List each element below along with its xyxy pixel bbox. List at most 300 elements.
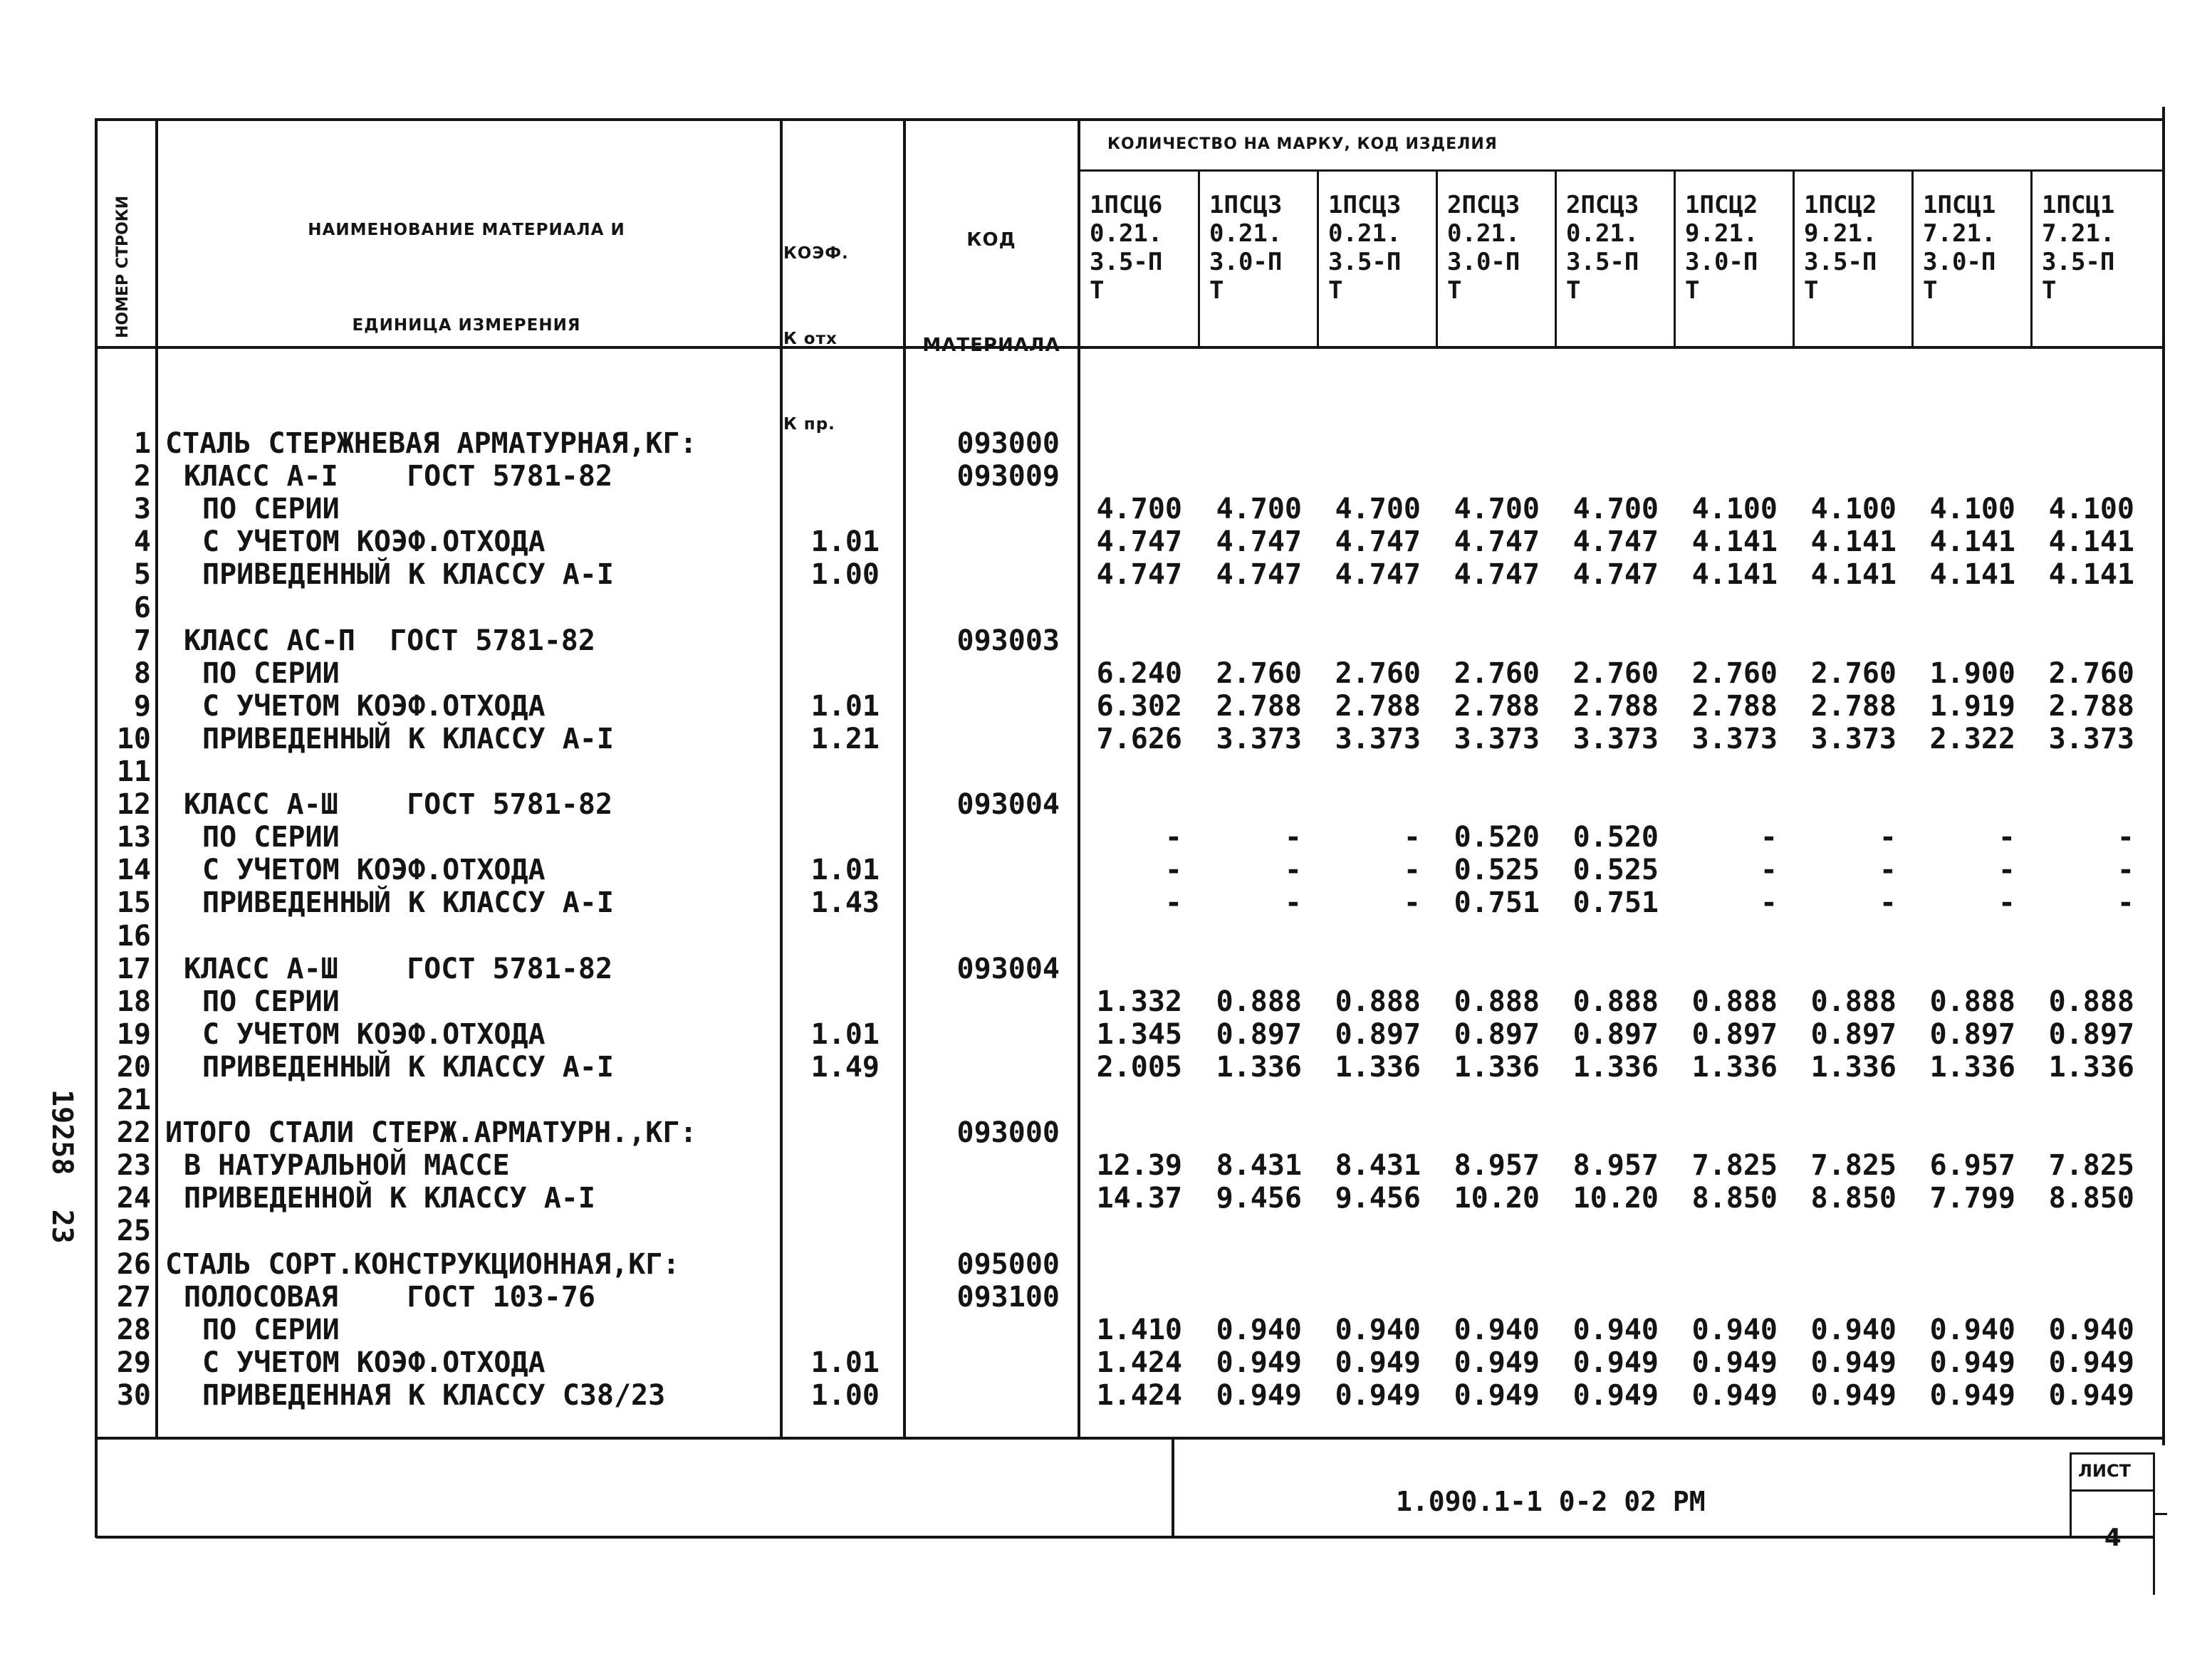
quantity-value: 0.751 (1454, 886, 1540, 920)
material-name: ПРИВЕДЕННОЙ К КЛАССУ А-I (184, 1182, 595, 1215)
code-header (906, 187, 1077, 399)
row-number: 18 (116, 985, 151, 1018)
material-name: КЛАСС А-Ш ГОСТ 5781-82 (184, 952, 613, 985)
quantity-value: 10.20 (1454, 1182, 1540, 1215)
quantity-value: 3.373 (1454, 722, 1540, 755)
product-code-line: 3.5-П (1566, 248, 1639, 276)
quantity-value: 4.141 (1691, 525, 1778, 559)
row-number: 8 (133, 656, 151, 690)
material-name: С УЧЕТОМ КОЭФ.ОТХОДА (202, 1017, 546, 1051)
material-code: 093100 (956, 1280, 1060, 1314)
quantity-value: 0.897 (1216, 1017, 1302, 1051)
quantity-value: 0.949 (1454, 1378, 1540, 1412)
quantity-value: 4.747 (1454, 525, 1540, 559)
quantity-value: 0.751 (1572, 886, 1659, 920)
product-code-line: 3.5-П (1328, 248, 1402, 276)
product-code-line: 3.0-П (1447, 248, 1520, 276)
row-number: 10 (116, 722, 151, 755)
product-column-header (1923, 191, 1996, 305)
material-code: 095000 (956, 1247, 1060, 1281)
quantity-value: 0.940 (1691, 1313, 1778, 1346)
coef-header (783, 182, 890, 496)
quantity-value: 3.373 (1810, 722, 1897, 755)
quantity-value: - (1284, 886, 1302, 920)
quantity-value: - (1879, 854, 1897, 887)
material-name: ПО СЕРИИ (202, 1313, 340, 1346)
quantity-value: 4.747 (1335, 525, 1421, 559)
quantity-value: 6.240 (1096, 656, 1182, 690)
quantity-value: 0.897 (2048, 1017, 2134, 1051)
material-name: ПРИВЕДЕННЫЙ К КЛАССУ А-I (202, 722, 614, 755)
quantity-value: 0.525 (1454, 854, 1540, 887)
coef-header-line1: КОЭФ. (783, 244, 849, 263)
product-code-line: 0.21. (1328, 219, 1402, 248)
product-code-line: 1ПСЦ1 (2042, 191, 2115, 219)
product-code-line: 3.5-П (1804, 248, 1877, 276)
quantity-value: 0.888 (1216, 985, 1302, 1018)
quantity-value: 0.949 (1216, 1378, 1302, 1412)
quantity-value: 0.949 (2048, 1346, 2134, 1379)
coefficient: 1.21 (810, 722, 880, 755)
material-code: 093004 (956, 952, 1060, 985)
quantity-value: 0.897 (1335, 1017, 1421, 1051)
quantity-value: 2.788 (1335, 689, 1421, 723)
margin-note: 19258 23 (46, 1089, 78, 1244)
quantity-value: 0.940 (1216, 1313, 1302, 1346)
quantity-value: 1.336 (1929, 1050, 2015, 1084)
quantity-value: - (1403, 886, 1421, 920)
quantity-value: 0.888 (1691, 985, 1778, 1018)
quantity-value: 0.940 (1929, 1313, 2015, 1346)
product-column-header (1447, 191, 1520, 305)
quantity-value: 2.005 (1096, 1050, 1182, 1084)
quantity-value: 0.949 (1216, 1346, 1302, 1379)
product-column-header (1328, 191, 1401, 305)
product-code-line: 1ПСЦ2 (1804, 191, 1877, 219)
sheet-box-right (2153, 1452, 2155, 1595)
col-sep-code (1078, 118, 1080, 1438)
quantity-value: 4.141 (1810, 558, 1897, 592)
row-number: 26 (116, 1247, 151, 1281)
product-code-line: 0.21. (1090, 219, 1163, 248)
product-code-line: 7.21. (1923, 219, 1996, 248)
quantity-value: 2.760 (1810, 656, 1897, 690)
quantity-value: 12.39 (1096, 1149, 1182, 1183)
product-code-line: Т (1328, 276, 1343, 305)
quantity-value: 0.949 (1810, 1346, 1897, 1379)
product-code-line: Т (1209, 276, 1224, 305)
quantity-value: 4.747 (1096, 558, 1182, 592)
quantity-value: 8.957 (1454, 1149, 1540, 1183)
quantity-value: 0.888 (1810, 985, 1897, 1018)
quantity-value: 1.336 (1691, 1050, 1778, 1084)
quantity-value: 7.626 (1096, 722, 1182, 755)
coefficient: 1.00 (810, 1378, 880, 1412)
quantity-value: 8.850 (1691, 1182, 1778, 1215)
quantity-value: 2.788 (1691, 689, 1778, 723)
body-bottom-rule (96, 1437, 2165, 1440)
quantity-value: 4.700 (1335, 493, 1421, 526)
quantity-value: - (1403, 821, 1421, 854)
product-code-line: Т (1685, 276, 1700, 305)
quantity-value: 0.520 (1572, 821, 1659, 854)
quantity-value: - (1998, 854, 2015, 887)
quantity-value: 1.424 (1096, 1378, 1182, 1412)
product-code-line: 7.21. (2042, 219, 2115, 248)
quantity-value: 0.949 (1929, 1378, 2015, 1412)
product-code-line: 3.5-П (1090, 248, 1163, 276)
row-number: 12 (116, 788, 151, 822)
row-number: 20 (116, 1050, 151, 1084)
coefficient: 1.43 (810, 886, 880, 920)
quantity-value: 6.302 (1096, 689, 1182, 723)
quantity-value: 0.888 (1335, 985, 1421, 1018)
row-number-header: НОМЕР СТРОКИ (114, 195, 132, 338)
quantity-value: 7.799 (1929, 1182, 2015, 1215)
quantity-value: 7.825 (1691, 1149, 1778, 1183)
material-name-header (185, 184, 748, 372)
quantity-value: 4.141 (1691, 558, 1778, 592)
row-number: 7 (133, 624, 151, 657)
quantity-value: - (1164, 886, 1182, 920)
quantity-value: 0.897 (1691, 1017, 1778, 1051)
quantity-value: 3.373 (1572, 722, 1659, 755)
material-name: КЛАСС АС-П ГОСТ 5781-82 (184, 624, 595, 657)
quantity-value: 0.888 (1572, 985, 1659, 1018)
coefficient: 1.01 (810, 689, 880, 723)
quantity-value: 4.700 (1216, 493, 1302, 526)
coefficient: 1.01 (810, 525, 880, 559)
product-code-line: 3.0-П (1923, 248, 1996, 276)
quantity-value: - (1284, 854, 1302, 887)
product-col-sep (2030, 171, 2033, 347)
product-code-line: Т (1566, 276, 1581, 305)
quantity-value: - (2117, 886, 2134, 920)
row-number: 14 (116, 854, 151, 887)
product-code-line: 1ПСЦ3 (1328, 191, 1402, 219)
quantity-value: 4.700 (1572, 493, 1659, 526)
product-column-header (1209, 191, 1282, 305)
row-number: 25 (116, 1215, 151, 1248)
quantity-value: 3.373 (1691, 722, 1778, 755)
product-code-line: 2ПСЦ3 (1447, 191, 1520, 219)
quantity-value: 1.336 (1810, 1050, 1897, 1084)
product-code-line: 2ПСЦ3 (1566, 191, 1639, 219)
product-col-sep (1198, 171, 1200, 347)
quantity-value: 0.897 (1929, 1017, 2015, 1051)
quantity-value: 0.525 (1572, 854, 1659, 887)
quantity-value: - (2117, 854, 2134, 887)
product-col-sep (1317, 171, 1319, 347)
quantity-value: 0.897 (1454, 1017, 1540, 1051)
quantity-value: 0.897 (1810, 1017, 1897, 1051)
product-code-line: Т (1447, 276, 1462, 305)
quantity-value: 2.760 (2048, 656, 2134, 690)
quantity-value: 0.520 (1454, 821, 1540, 854)
quantity-value: 4.747 (1572, 558, 1659, 592)
material-code: 093004 (956, 788, 1060, 822)
quantity-value: - (1164, 854, 1182, 887)
quantity-value: 1.336 (1216, 1050, 1302, 1084)
material-name: С УЧЕТОМ КОЭФ.ОТХОДА (202, 1346, 546, 1379)
coef-header-line2: К отх (783, 330, 838, 348)
quantity-value: 0.949 (1810, 1378, 1897, 1412)
material-name: ПРИВЕДЕННЫЙ К КЛАССУ А-I (202, 1050, 614, 1084)
coefficient: 1.00 (810, 558, 880, 592)
product-col-sep (1911, 171, 1914, 347)
row-number: 22 (116, 1116, 151, 1150)
quantity-value: 4.100 (1810, 493, 1897, 526)
quantity-value: 8.431 (1335, 1149, 1421, 1183)
coef-header-line3: К пр. (783, 415, 835, 434)
sheet-box-left (2070, 1452, 2072, 1538)
coefficient: 1.01 (810, 1017, 880, 1051)
product-col-sep (1436, 171, 1438, 347)
material-name: КЛАСС А-Ш ГОСТ 5781-82 (184, 788, 613, 822)
material-name: КЛАСС А-I ГОСТ 5781-82 (184, 460, 613, 493)
quantity-value: 9.456 (1216, 1182, 1302, 1215)
quantity-value: 4.700 (1096, 493, 1182, 526)
quantity-value: 0.949 (1572, 1346, 1659, 1379)
quantity-value: 3.373 (1216, 722, 1302, 755)
quantity-value: 1.900 (1929, 656, 2015, 690)
product-code-line: 0.21. (1447, 219, 1520, 248)
row-number: 28 (116, 1313, 151, 1346)
row-number: 21 (116, 1084, 151, 1116)
product-code-line: Т (1923, 276, 1938, 305)
col-sep-name (780, 118, 783, 1438)
product-code-line: 3.0-П (1685, 248, 1758, 276)
material-name: СТАЛЬ СОРТ.КОНСТРУКЦИОННАЯ,КГ: (165, 1247, 680, 1281)
quantity-value: 2.788 (1810, 689, 1897, 723)
quantity-value: 14.37 (1096, 1182, 1182, 1215)
quantity-value: 2.760 (1572, 656, 1659, 690)
quantity-value: 4.700 (1454, 493, 1540, 526)
quantity-value: 2.322 (1929, 722, 2015, 755)
quantity-value: - (1760, 821, 1778, 854)
material-name: ПО СЕРИИ (202, 985, 340, 1018)
col-sep-rownum (155, 118, 158, 1438)
quantity-value: 4.747 (1335, 558, 1421, 592)
row-number: 24 (116, 1182, 151, 1215)
right-tick (2153, 1513, 2167, 1515)
code-header-line2: МАТЕРИАЛА (922, 335, 1060, 356)
material-code: 093000 (956, 427, 1060, 460)
quantity-value: 1.336 (1335, 1050, 1421, 1084)
product-column-header (1685, 191, 1758, 305)
quantity-value: 2.760 (1335, 656, 1421, 690)
quantity-value: 0.949 (1691, 1346, 1778, 1379)
product-col-sep (1674, 171, 1676, 347)
material-name: ПО СЕРИИ (202, 656, 340, 690)
product-code-line: 3.0-П (1209, 248, 1283, 276)
quantity-value: 4.141 (1810, 525, 1897, 559)
quantity-value: 0.888 (2048, 985, 2134, 1018)
quantity-value: 0.949 (1335, 1378, 1421, 1412)
quantity-value: 8.431 (1216, 1149, 1302, 1183)
row-number: 19 (116, 1017, 151, 1051)
quantity-value: - (1879, 886, 1897, 920)
quantity-value: 4.141 (2048, 558, 2134, 592)
row-number: 11 (116, 755, 151, 788)
quantity-value: 4.141 (1929, 558, 2015, 592)
quantity-value: 0.940 (1335, 1313, 1421, 1346)
material-name: ПО СЕРИИ (202, 493, 340, 526)
quantity-value: 0.897 (1572, 1017, 1659, 1051)
quantity-value: 3.373 (1335, 722, 1421, 755)
product-code-line: Т (2042, 276, 2057, 305)
product-code-line: 1ПСЦ1 (1923, 191, 1996, 219)
quantity-value: 1.336 (1572, 1050, 1659, 1084)
row-number: 4 (133, 525, 151, 559)
product-col-sep (1793, 171, 1795, 347)
quantity-value: 2.760 (1216, 656, 1302, 690)
quantity-value: 2.788 (1216, 689, 1302, 723)
quantity-value: 4.141 (2048, 525, 2134, 559)
quantity-value: 7.825 (2048, 1149, 2134, 1183)
quantity-value: - (1403, 854, 1421, 887)
quantity-value: 10.20 (1572, 1182, 1659, 1215)
quantity-value: - (1998, 821, 2015, 854)
frame-top (96, 118, 2165, 121)
quantity-value: 4.100 (1691, 493, 1778, 526)
material-code: 093009 (956, 460, 1060, 493)
quantity-title-rule (1078, 169, 2165, 172)
quantity-value: 6.957 (1929, 1149, 2015, 1183)
quantity-value: - (1760, 886, 1778, 920)
coefficient: 1.49 (810, 1050, 880, 1084)
product-code-line: 0.21. (1566, 219, 1639, 248)
row-number: 1 (133, 427, 151, 460)
sheet-label: ЛИСТ (2078, 1461, 2132, 1481)
product-col-sep (1555, 171, 1557, 347)
quantity-value: 8.850 (1810, 1182, 1897, 1215)
product-column-header (1090, 191, 1162, 305)
quantity-value: 4.747 (1096, 525, 1182, 559)
quantity-header: КОЛИЧЕСТВО НА МАРКУ, КОД ИЗДЕЛИЯ (1107, 135, 1498, 153)
quantity-value: 7.825 (1810, 1149, 1897, 1183)
product-column-header (2042, 191, 2114, 305)
material-name: ПОЛОСОВАЯ ГОСТ 103-76 (184, 1280, 595, 1314)
quantity-value: 0.888 (1929, 985, 2015, 1018)
product-code-line: Т (1804, 276, 1819, 305)
row-number: 17 (116, 952, 151, 985)
product-column-header (1804, 191, 1877, 305)
product-code-line: 0.21. (1209, 219, 1283, 248)
row-number: 16 (116, 919, 151, 953)
product-code-line: 1ПСЦ2 (1685, 191, 1758, 219)
material-name: ПРИВЕДЕННЫЙ К КЛАССУ А-I (202, 886, 614, 920)
material-name: СТАЛЬ СТЕРЖНЕВАЯ АРМАТУРНАЯ,КГ: (165, 427, 697, 460)
quantity-value: - (1879, 821, 1897, 854)
quantity-value: 9.456 (1335, 1182, 1421, 1215)
title-block-left (1172, 1438, 1174, 1538)
row-number: 15 (116, 886, 151, 920)
row-number: 23 (116, 1149, 151, 1183)
quantity-value: 1.424 (1096, 1346, 1182, 1379)
quantity-value: 4.747 (1216, 525, 1302, 559)
product-code-line: Т (1090, 276, 1105, 305)
quantity-value: 2.760 (1454, 656, 1540, 690)
quantity-value: 0.940 (2048, 1313, 2134, 1346)
quantity-value: 4.747 (1454, 558, 1540, 592)
product-code-line: 9.21. (1804, 219, 1877, 248)
quantity-value: 1.410 (1096, 1313, 1182, 1346)
material-name: ПО СЕРИИ (202, 821, 340, 854)
row-number: 27 (116, 1280, 151, 1314)
quantity-value: 0.949 (1691, 1378, 1778, 1412)
material-name-header-line2: ЕДИНИЦА ИЗМЕРЕНИЯ (352, 316, 581, 335)
quantity-value: 2.788 (2048, 689, 2134, 723)
quantity-value: 1.336 (2048, 1050, 2134, 1084)
quantity-value: 0.940 (1454, 1313, 1540, 1346)
quantity-value: 8.850 (2048, 1182, 2134, 1215)
product-code-line: 3.5-П (2042, 248, 2115, 276)
quantity-value: - (1998, 886, 2015, 920)
quantity-value: - (1164, 821, 1182, 854)
quantity-value: 2.788 (1454, 689, 1540, 723)
quantity-value: - (2117, 821, 2134, 854)
quantity-value: 0.949 (1929, 1346, 2015, 1379)
material-name: ИТОГО СТАЛИ СТЕРЖ.АРМАТУРН.,КГ: (165, 1116, 697, 1150)
material-code: 093003 (956, 624, 1060, 657)
frame-right (2162, 107, 2165, 1445)
quantity-value: 2.788 (1572, 689, 1659, 723)
product-code-line: 9.21. (1685, 219, 1758, 248)
product-column-header (1566, 191, 1639, 305)
sheet-box-top (2070, 1452, 2155, 1455)
material-name: ПРИВЕДЕННЫЙ К КЛАССУ А-I (202, 558, 614, 592)
quantity-value: 3.373 (2048, 722, 2134, 755)
product-code-line: 1ПСЦ3 (1209, 191, 1283, 219)
coefficient: 1.01 (810, 1346, 880, 1379)
product-code-line: 1ПСЦ6 (1090, 191, 1163, 219)
quantity-value: 0.940 (1572, 1313, 1659, 1346)
quantity-value: 8.957 (1572, 1149, 1659, 1183)
quantity-value: 0.888 (1454, 985, 1540, 1018)
quantity-value: 4.100 (1929, 493, 2015, 526)
coefficient: 1.01 (810, 854, 880, 887)
quantity-value: 4.747 (1572, 525, 1659, 559)
material-name: В НАТУРАЛЬНОЙ МАССЕ (184, 1149, 510, 1183)
row-number: 5 (133, 558, 151, 592)
material-name: ПРИВЕДЕННАЯ К КЛАССУ С38/23 (202, 1378, 666, 1412)
quantity-value: 2.760 (1691, 656, 1778, 690)
row-number: 30 (116, 1378, 151, 1412)
material-name-header-line1: НАИМЕНОВАНИЕ МАТЕРИАЛА И (308, 221, 625, 239)
quantity-value: 0.949 (2048, 1378, 2134, 1412)
quantity-value: 0.949 (1335, 1346, 1421, 1379)
quantity-value: 1.336 (1454, 1050, 1540, 1084)
quantity-value: - (1760, 854, 1778, 887)
quantity-value: 0.940 (1810, 1313, 1897, 1346)
sheet-box-mid (2070, 1489, 2155, 1492)
row-number: 3 (133, 493, 151, 526)
code-header-line1: КОД (966, 229, 1016, 251)
material-name: С УЧЕТОМ КОЭФ.ОТХОДА (202, 689, 546, 723)
row-number: 9 (133, 689, 151, 723)
quantity-value: 4.141 (1929, 525, 2015, 559)
row-number: 13 (116, 821, 151, 854)
quantity-value: 1.345 (1096, 1017, 1182, 1051)
material-name: С УЧЕТОМ КОЭФ.ОТХОДА (202, 854, 546, 887)
row-number: 6 (133, 591, 151, 624)
material-code: 093000 (956, 1116, 1060, 1150)
quantity-value: 4.100 (2048, 493, 2134, 526)
quantity-value: - (1284, 821, 1302, 854)
frame-bottom (96, 1536, 2154, 1539)
quantity-value: 0.949 (1454, 1346, 1540, 1379)
